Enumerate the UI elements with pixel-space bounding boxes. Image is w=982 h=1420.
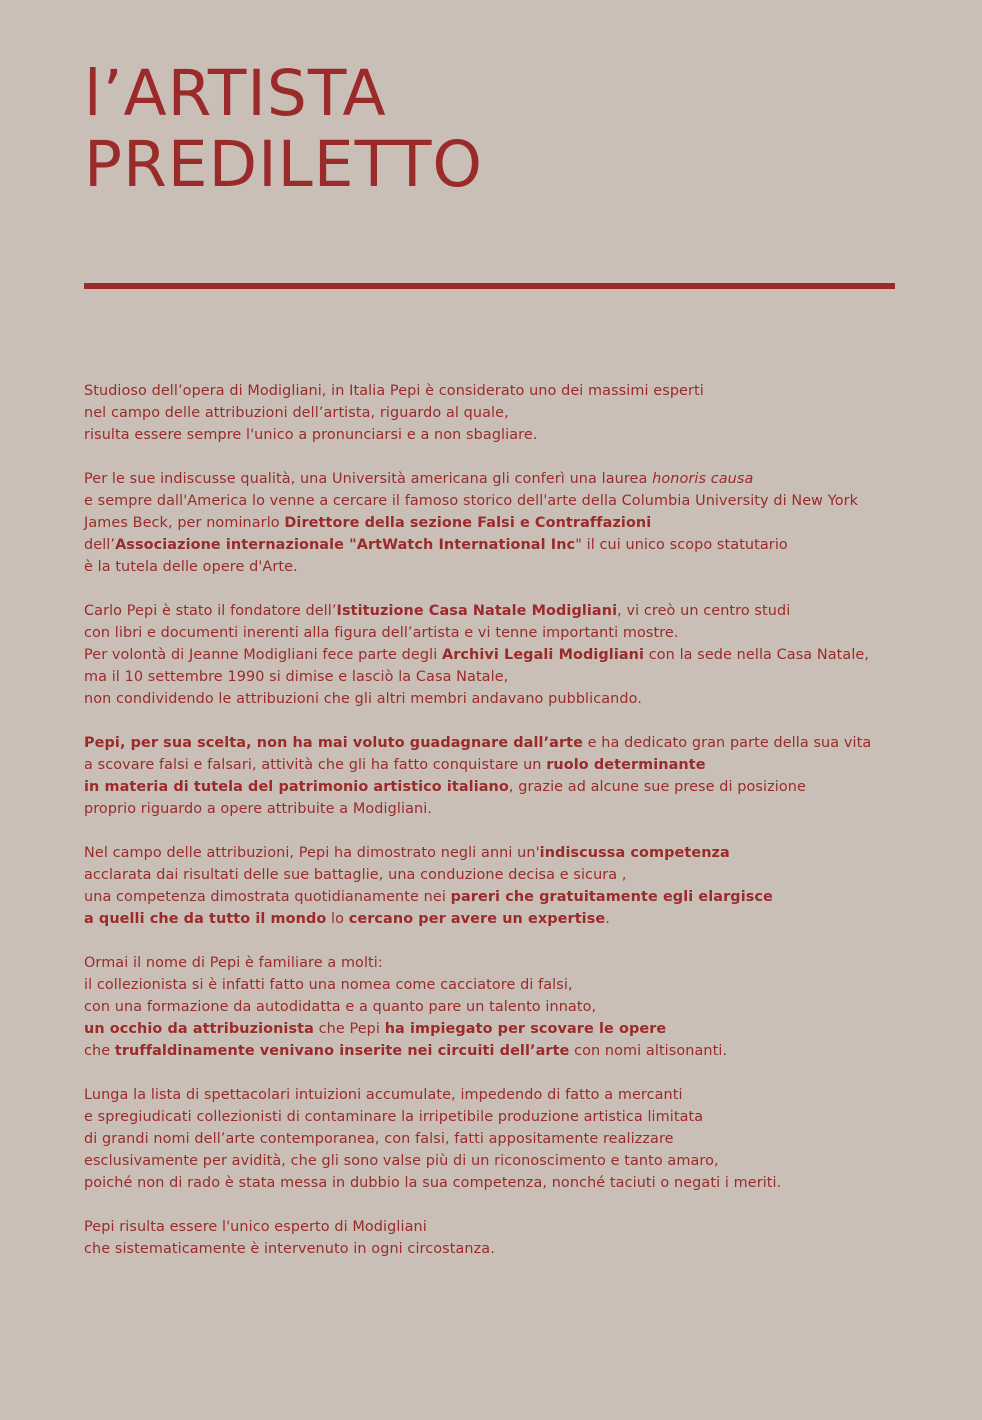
page-title-line-1: l’ARTISTA (84, 57, 387, 130)
article-body (84, 380, 904, 1282)
paragraph (84, 600, 904, 710)
title-divider (84, 283, 895, 289)
text-segment: James Beck, per nominarlo (84, 515, 285, 531)
text-line (84, 424, 904, 446)
text-segment: proprio riguardo a opere attribuite a Modigliani. (84, 801, 432, 817)
text-line (84, 622, 904, 644)
bold-text: indiscussa competenza (539, 845, 730, 861)
paragraph (84, 842, 904, 930)
bold-text: cercano per avere un expertise (348, 911, 606, 927)
bold-text: Direttore della sezione Falsi e Contraffazioni (284, 515, 652, 531)
text-segment: Per le sue indiscusse qualità, una Università americana gli conferì una laurea (84, 471, 653, 487)
bold-text: Associazione internazionale "ArtWatch International Inc (115, 537, 576, 553)
text-segment: il collezionista si è infatti fatto una nomea come cacciatore di falsi, (84, 977, 573, 993)
text-line (84, 644, 904, 666)
bold-text: a quelli che da tutto il mondo (84, 911, 327, 927)
text-line (84, 1128, 904, 1150)
text-line (84, 908, 904, 930)
text-line (84, 842, 904, 864)
text-segment: risulta essere sempre l'unico a pronunciarsi e a non sbagliare. (84, 427, 538, 443)
paragraph (84, 1216, 904, 1260)
text-line (84, 512, 904, 534)
text-line (84, 886, 904, 908)
text-segment: Pepi risulta essere l'unico esperto di Modigliani (84, 1219, 427, 1235)
text-segment: con libri e documenti inerenti alla figura dell’artista e vi tenne importanti mostre. (84, 625, 679, 641)
text-segment: e sempre dall'America lo venne a cercare il famoso storico dell'arte della Columbia University di New York (84, 493, 859, 509)
text-line (84, 732, 904, 754)
bold-text: truffaldinamente venivano inserite nei circuiti dell’arte (114, 1043, 570, 1059)
text-line (84, 754, 904, 776)
text-segment: non condividendo le attribuzioni che gli altri membri andavano pubblicando. (84, 691, 642, 707)
text-line (84, 864, 904, 886)
text-line (84, 1150, 904, 1172)
text-segment: e ha dedicato gran parte della sua vita (582, 735, 872, 751)
text-segment: con la sede nella Casa Natale, (644, 647, 870, 663)
text-line (84, 974, 904, 996)
text-line (84, 600, 904, 622)
bold-text: Pepi, per sua scelta, non ha mai voluto guadagnare dall’arte (84, 735, 583, 751)
text-line (84, 666, 904, 688)
text-segment: acclarata dai risultati delle sue battaglie, una conduzione decisa e sicura , (84, 867, 627, 883)
text-segment: Per volontà di Jeanne Modigliani fece parte degli (84, 647, 442, 663)
text-segment: , grazie ad alcune sue prese di posizione (508, 779, 806, 795)
text-segment: una competenza dimostrata quotidianamente nei (84, 889, 451, 905)
text-segment: è la tutela delle opere d'Arte. (84, 559, 298, 575)
text-segment: Carlo Pepi è stato il fondatore dell’ (84, 603, 337, 619)
text-line (84, 1084, 904, 1106)
text-segment: , vi creò un centro studi (617, 603, 791, 619)
text-segment: ma il 10 settembre 1990 si dimise e lasciò la Casa Natale, (84, 669, 509, 685)
bold-text: Archivi Legali Modigliani (441, 647, 645, 663)
text-segment: poiché non di rado è stata messa in dubbio la sua competenza, nonché taciuti o negati i meriti. (84, 1175, 782, 1191)
bold-text: ha impiegato per scovare le opere (384, 1021, 667, 1037)
italic-text: honoris causa (652, 471, 754, 487)
text-line (84, 996, 904, 1018)
text-segment: dell’ (84, 537, 116, 553)
text-line (84, 556, 904, 578)
text-segment: che (84, 1043, 115, 1059)
text-segment: con nomi altisonanti. (569, 1043, 728, 1059)
text-segment: Nel campo delle attribuzioni, Pepi ha dimostrato negli anni un' (84, 845, 540, 861)
text-segment: e spregiudicati collezionisti di contaminare la irripetibile produzione artistica limitata (84, 1109, 704, 1125)
text-line (84, 1040, 904, 1062)
bold-text: Istituzione Casa Natale Modigliani (336, 603, 618, 619)
text-segment: lo (326, 911, 349, 927)
page-title-line-2: PREDILETTO (84, 128, 484, 201)
paragraph (84, 380, 904, 446)
text-segment: di grandi nomi dell’arte contemporanea, con falsi, fatti appositamente realizzare (84, 1131, 674, 1147)
text-segment: . (605, 911, 610, 927)
text-line (84, 776, 904, 798)
text-segment: esclusivamente per avidità, che gli sono valse più di un riconoscimento e tanto amaro, (84, 1153, 719, 1169)
text-line (84, 1018, 904, 1040)
text-line (84, 534, 904, 556)
text-segment: " il cui unico scopo statutario (575, 537, 788, 553)
text-line (84, 468, 904, 490)
bold-text: pareri che gratuitamente egli elargisce (450, 889, 773, 905)
text-line (84, 380, 904, 402)
text-line (84, 1216, 904, 1238)
paragraph (84, 1084, 904, 1194)
text-segment: nel campo delle attribuzioni dell’artista, riguardo al quale, (84, 405, 509, 421)
text-segment: Lunga la lista di spettacolari intuizioni accumulate, impedendo di fatto a mercanti (84, 1087, 683, 1103)
text-segment: che Pepi (313, 1021, 385, 1037)
bold-text: un occhio da attribuzionista (84, 1021, 314, 1037)
text-line (84, 402, 904, 424)
text-line (84, 798, 904, 820)
text-segment: che sistematicamente è intervenuto in ogni circostanza. (84, 1241, 495, 1257)
text-segment: Studioso dell’opera di Modigliani, in Italia Pepi è considerato uno dei massimi esperti (84, 383, 704, 399)
text-segment: Ormai il nome di Pepi è familiare a molti: (84, 955, 383, 971)
text-line (84, 1172, 904, 1194)
text-line (84, 1238, 904, 1260)
bold-text: in materia di tutela del patrimonio artistico italiano (84, 779, 509, 795)
text-segment: a scovare falsi e falsari, attività che gli ha fatto conquistare un (84, 757, 547, 773)
paragraph (84, 732, 904, 820)
page-title (84, 58, 483, 200)
text-line (84, 688, 904, 710)
text-line (84, 1106, 904, 1128)
text-line (84, 490, 904, 512)
paragraph (84, 468, 904, 578)
paragraph (84, 952, 904, 1062)
bold-text: ruolo determinante (546, 757, 706, 773)
text-line (84, 952, 904, 974)
text-segment: con una formazione da autodidatta e a quanto pare un talento innato, (84, 999, 597, 1015)
